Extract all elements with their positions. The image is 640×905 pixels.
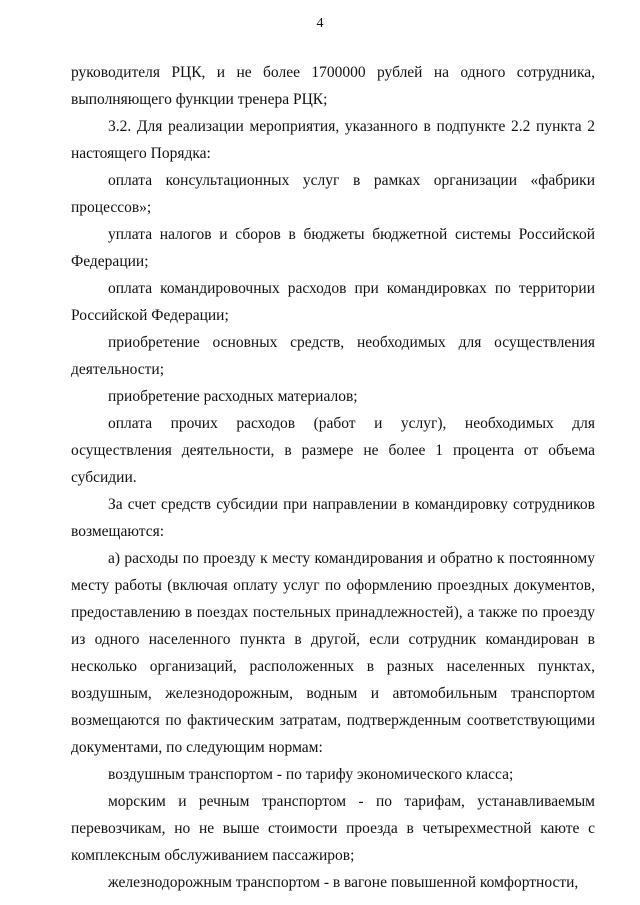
- paragraph-3: оплата консультационных услуг в рамках организации «фабрики процессов»;: [71, 172, 595, 216]
- paragraph-9: За счет средств субсидии при направлении в командировку сотрудников возмещаются:: [71, 496, 595, 540]
- paragraph-4: уплата налогов и сборов в бюджеты бюджетной системы Российской Федерации;: [71, 226, 595, 270]
- page-number: 4: [316, 16, 324, 31]
- paragraph-5: оплата командировочных расходов при командировках по территории Российской Федерации;: [71, 280, 595, 324]
- paragraph-6: приобретение основных средств, необходимых для осуществления деятельности;: [71, 334, 595, 378]
- paragraph-10: а) расходы по проезду к месту командирования и обратно к постоянному месту работы (включая оплату услуг по оформлению проездных документов, предоставлению в поездах постельных принадлежностей), а также по проезду из одного населенного пункта в другой, если сотрудник командирован в несколько организаций, расположенных в разных населенных пунктах, воздушным, железнодорожным, водным и автомобильным транспортом возмещаются по фактическим затратам, подтвержденным соответствующими документами, по следующим нормам:: [71, 550, 595, 756]
- document-body: [71, 59, 595, 896]
- paragraph-7: приобретение расходных материалов;: [108, 388, 358, 405]
- paragraph-2: 3.2. Для реализации мероприятия, указанного в подпункте 2.2 пункта 2 настоящего Порядка:: [71, 118, 595, 162]
- paragraph-1: руководителя РЦК, и не более 1700000 рублей на одного сотрудника, выполняющего функции тренера РЦК;: [71, 64, 595, 108]
- paragraph-8: оплата прочих расходов (работ и услуг), необходимых для осуществления деятельности, в размере не более 1 процента от объема субсидии.: [71, 415, 595, 486]
- paragraph-12: морским и речным транспортом - по тарифам, устанавливаемым перевозчикам, но не выше стоимости проезда в четырехместной каюте с комплексным обслуживанием пассажиров;: [71, 793, 595, 864]
- paragraph-11: воздушным транспортом - по тарифу экономического класса;: [108, 766, 514, 783]
- paragraph-13: железнодорожным транспортом - в вагоне повышенной комфортности,: [108, 874, 579, 891]
